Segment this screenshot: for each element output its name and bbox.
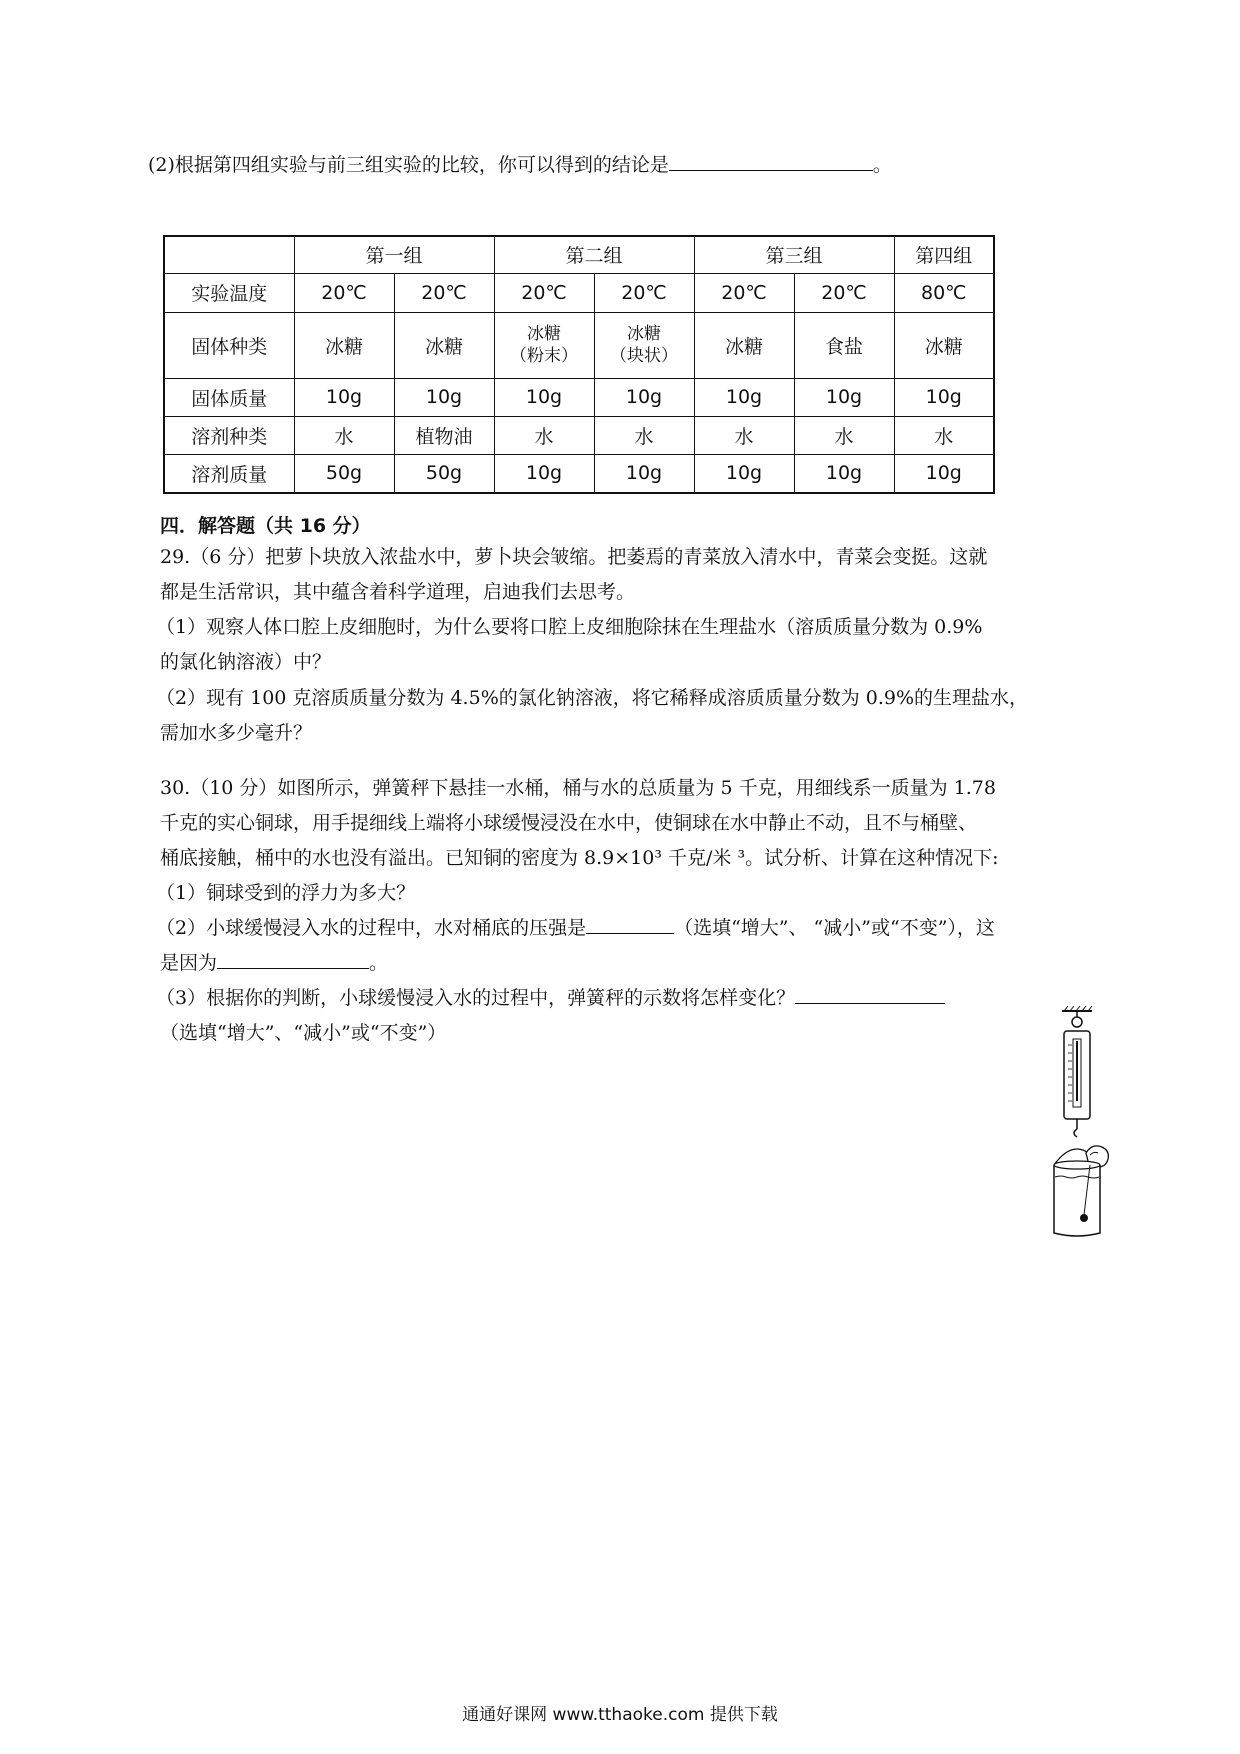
q30-sub2-text: （2）小球缓慢浸入水的过程中，水对桶底的压强是: [156, 917, 587, 939]
row-label: 溶剂质量: [164, 454, 294, 493]
group-header: 第二组: [494, 236, 694, 273]
q30-sub1: （1）铜球受到的浮力为多大？: [156, 882, 416, 904]
table-cell: 10g: [894, 378, 994, 416]
table-cell: 20℃: [694, 273, 794, 312]
row-label: 实验温度: [164, 273, 294, 312]
q29-line: 都是生活常识，其中蕴含着科学道理，启迪我们去思考。: [160, 581, 636, 603]
cell-main: 冰糖: [627, 324, 661, 344]
answer-blank[interactable]: [795, 985, 945, 1004]
q29-sub2: 需加水多少毫升？: [160, 722, 313, 744]
table-row: [164, 273, 994, 312]
q30-sub2-choices: （选填“增大”、 “减小”或“不变”），这: [674, 917, 995, 939]
table-cell: 植物油: [394, 416, 494, 454]
q30-sub2-reason-text: 是因为: [160, 952, 218, 974]
q30-sub2-reason: [160, 950, 388, 976]
group-header: 第四组: [894, 236, 994, 273]
table-cell: 50g: [294, 454, 394, 493]
table-cell: 10g: [694, 378, 794, 416]
table-cell: 10g: [794, 454, 894, 493]
table-row: [164, 416, 994, 454]
q30-sub2-end: 。: [369, 952, 389, 974]
table-cell: 10g: [894, 454, 994, 493]
group-header: 第三组: [694, 236, 894, 273]
hook-ring: [1072, 1017, 1082, 1027]
table-header-row: [164, 236, 994, 273]
table-row: [164, 312, 994, 378]
q30-line: 桶底接触，桶中的水也没有溢出。已知铜的密度为 8.9×10³ 千克/米 ³。试分析、计算在这种情况下:: [160, 847, 999, 869]
table-cell: 50g: [394, 454, 494, 493]
table-cell: 水: [694, 416, 794, 454]
answer-blank[interactable]: [669, 152, 873, 171]
q29-sub1: （1）观察人体口腔上皮细胞时，为什么要将口腔上皮细胞除抹在生理盐水（溶质质量分数为 0.9%: [156, 616, 983, 638]
q29-sub1: 的氯化钠溶液）中？: [160, 651, 332, 673]
table-cell: 10g: [694, 454, 794, 493]
table-cell: 20℃: [494, 273, 594, 312]
table-cell: 80℃: [894, 273, 994, 312]
group-header: 第一组: [294, 236, 494, 273]
q29-sub2: （2）现有 100 克溶质质量分数为 4.5%的氯化钠溶液，将它稀释成溶质质量分数为 0.9%的生理盐水，: [156, 687, 1029, 709]
table-cell: 10g: [394, 378, 494, 416]
table-cell: 10g: [794, 378, 894, 416]
table-corner-cell: [164, 236, 294, 273]
table-cell: 冰糖: [694, 312, 794, 378]
table-cell-with-note: [594, 312, 694, 378]
table-cell: 水: [294, 416, 394, 454]
table-cell: 20℃: [294, 273, 394, 312]
table-cell: 冰糖: [894, 312, 994, 378]
cell-main: 冰糖: [527, 324, 561, 344]
q30-sub3-text: （3）根据你的判断，小球缓慢浸入水的过程中，弹簧秤的示数将怎样变化？: [156, 987, 796, 1009]
table-cell: 10g: [494, 454, 594, 493]
cell-note: （粉末）: [510, 346, 578, 366]
table-cell: 10g: [594, 454, 694, 493]
table-cell: 10g: [594, 378, 694, 416]
experiment-table: [163, 235, 995, 494]
page-footer: 通通好课网 www.tthaoke.com 提供下载: [462, 1705, 778, 1725]
spring-scale-figure: [1040, 1005, 1120, 1240]
q30-line: 30.（10 分）如图所示，弹簧秤下悬挂一水桶，桶与水的总质量为 5 千克，用细线系一质量为 1.78: [160, 777, 996, 799]
table-cell: 水: [494, 416, 594, 454]
table-cell: 10g: [294, 378, 394, 416]
lower-hook: [1074, 1129, 1077, 1137]
table-cell: 冰糖: [294, 312, 394, 378]
question-part-2: [148, 152, 892, 178]
table-row: [164, 454, 994, 493]
row-label: 溶剂种类: [164, 416, 294, 454]
table-row: [164, 378, 994, 416]
cell-note: （块状）: [610, 346, 678, 366]
q30-sub3: [156, 985, 945, 1011]
section-heading: 四．解答题（共 16 分）: [160, 515, 371, 537]
answer-blank[interactable]: [586, 915, 674, 934]
table-cell: 10g: [494, 378, 594, 416]
q30-sub3-choices: （选填“增大”、“减小”或“不变”）: [160, 1022, 447, 1044]
table-cell-with-note: [494, 312, 594, 378]
table-cell: 20℃: [394, 273, 494, 312]
q30-sub2: [156, 915, 995, 941]
q29-line: 29.（6 分）把萝卜块放入浓盐水中，萝卜块会皱缩。把萎焉的青菜放入清水中，青菜会变挺。这就: [160, 546, 988, 568]
table-cell: 20℃: [794, 273, 894, 312]
question-part-2-text: (2)根据第四组实验与前三组实验的比较，你可以得到的结论是: [148, 154, 669, 176]
table-cell: 食盐: [794, 312, 894, 378]
answer-blank[interactable]: [217, 950, 369, 969]
copper-ball: [1080, 1214, 1088, 1222]
table-cell: 冰糖: [394, 312, 494, 378]
table-cell: 水: [794, 416, 894, 454]
table-cell: 水: [594, 416, 694, 454]
row-label: 固体质量: [164, 378, 294, 416]
question-end-mark: 。: [872, 154, 892, 176]
table-cell: 水: [894, 416, 994, 454]
row-label: 固体种类: [164, 312, 294, 378]
q30-line: 千克的实心铜球，用手提细线上端将小球缓慢浸没在水中，使铜球在水中静止不动，且不与桶壁、: [160, 812, 978, 834]
table-cell: 20℃: [594, 273, 694, 312]
